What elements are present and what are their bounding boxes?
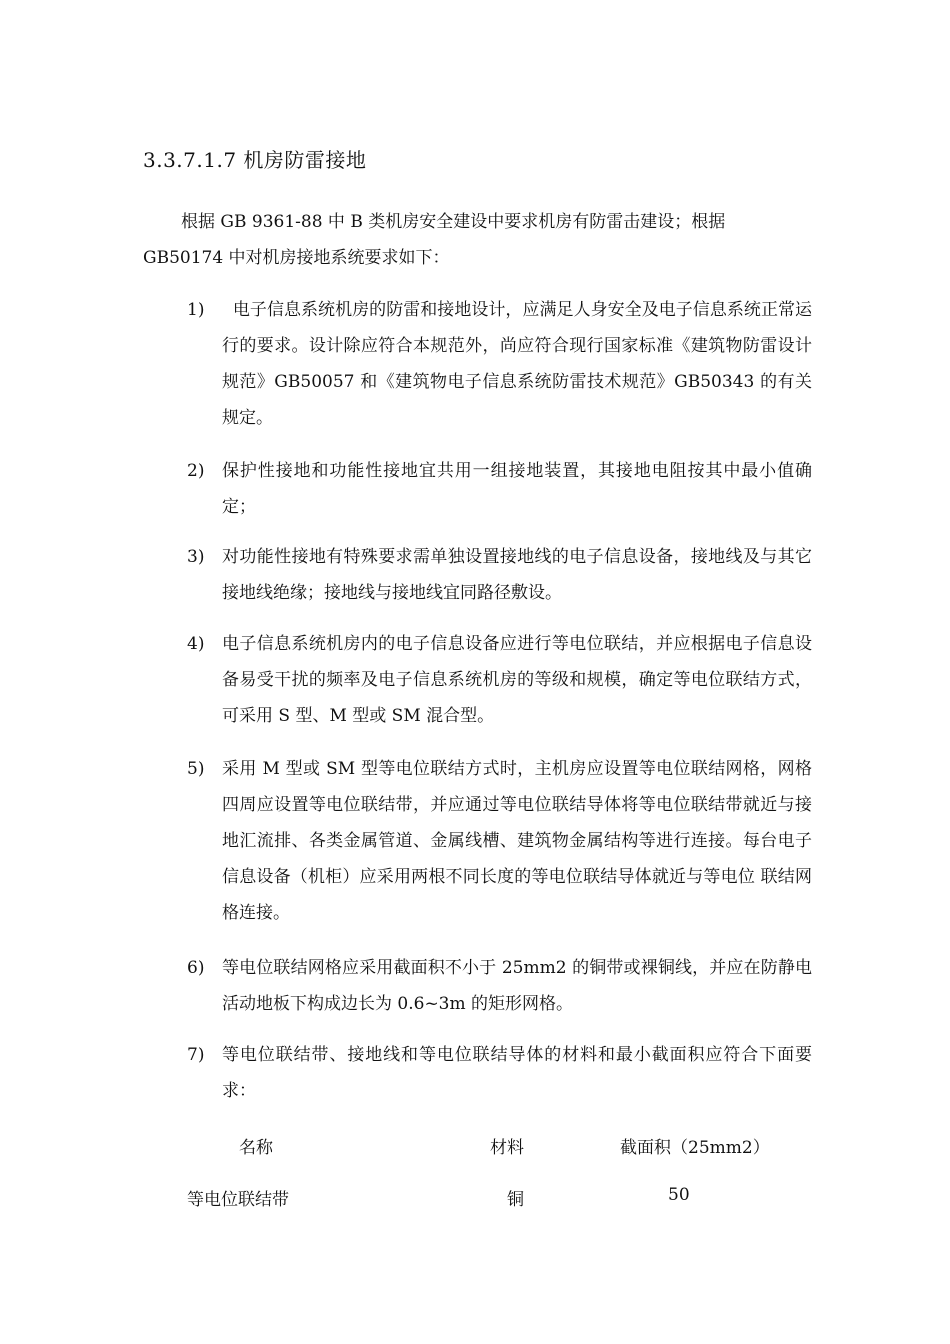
list-item-number: 2) bbox=[187, 461, 205, 481]
table-header-area: 截面积（25mm2） bbox=[620, 1138, 770, 1158]
intro-paragraph bbox=[143, 204, 813, 276]
list-item-3 bbox=[187, 539, 812, 611]
intro-line-2: GB50174 中对机房接地系统要求如下： bbox=[143, 248, 450, 268]
list-item-4 bbox=[187, 626, 812, 734]
table-cell-material: 铜 bbox=[507, 1190, 524, 1210]
list-item-text: 保护性接地和功能性接地宜共用一组接地装置，其接地电阻按其中最小值确定； bbox=[222, 461, 812, 517]
table-header-name: 名称 bbox=[239, 1138, 273, 1158]
list-item-text: 采用 M 型或 SM 型等电位联结方式时，主机房应设置等电位联结网格，网格四周应设置等电位联结带，并应通过等电位联结导体将等电位联结带就近与接地汇流排、各类金属管道、金属线槽、建筑物金属结构等进行连接。每台电子信息设备（机柜）应采用两根不同长度的等电位联结导体就近与等电位 联结网格连接。 bbox=[222, 759, 812, 923]
list-item-text: 电子信息系统机房的防雷和接地设计，应满足人身安全及电子信息系统正常运行的要求。设计除应符合本规范外，尚应符合现行国家标准《建筑物防雷设计规范》GB50057 和《建筑物电子信息系统防雷技术规范》GB50343 的有关规定。 bbox=[222, 300, 813, 428]
list-item-number: 1) bbox=[187, 300, 205, 320]
list-item-text: 等电位联结带、接地线和等电位联结导体的材料和最小截面积应符合下面要求： bbox=[222, 1045, 812, 1101]
table-cell-area: 50 bbox=[668, 1185, 690, 1205]
list-item-number: 3) bbox=[187, 547, 205, 567]
intro-line-1: 根据 GB 9361-88 中 B 类机房安全建设中要求机房有防雷击建设；根据 bbox=[181, 212, 726, 232]
list-item-5 bbox=[187, 751, 812, 931]
table-cell-name: 等电位联结带 bbox=[187, 1190, 289, 1210]
list-item-text: 等电位联结网格应采用截面积不小于 25mm2 的铜带或裸铜线，并应在防静电活动地板下构成边长为 0.6~3m 的矩形网格。 bbox=[222, 958, 812, 1014]
list-item-text: 对功能性接地有特殊要求需单独设置接地线的电子信息设备，接地线及与其它接地线绝缘；接地线与接地线宜同路径敷设。 bbox=[222, 547, 812, 603]
list-item-number: 6) bbox=[187, 958, 205, 978]
section-heading: 3.3.7.1.7 机房防雷接地 bbox=[143, 148, 367, 172]
list-item-7 bbox=[187, 1037, 812, 1109]
list-item-text: 电子信息系统机房内的电子信息设备应进行等电位联结，并应根据电子信息设备易受干扰的频率及电子信息系统机房的等级和规模，确定等电位联结方式，可采用 S 型、M 型或 SM 混合型。 bbox=[222, 634, 812, 726]
list-item-number: 5) bbox=[187, 759, 205, 779]
list-item-2 bbox=[187, 453, 812, 525]
list-item-1 bbox=[187, 292, 812, 436]
list-item-number: 7) bbox=[187, 1045, 205, 1065]
table-header-material: 材料 bbox=[490, 1138, 524, 1158]
list-item-6 bbox=[187, 950, 812, 1022]
list-item-number: 4) bbox=[187, 634, 205, 654]
